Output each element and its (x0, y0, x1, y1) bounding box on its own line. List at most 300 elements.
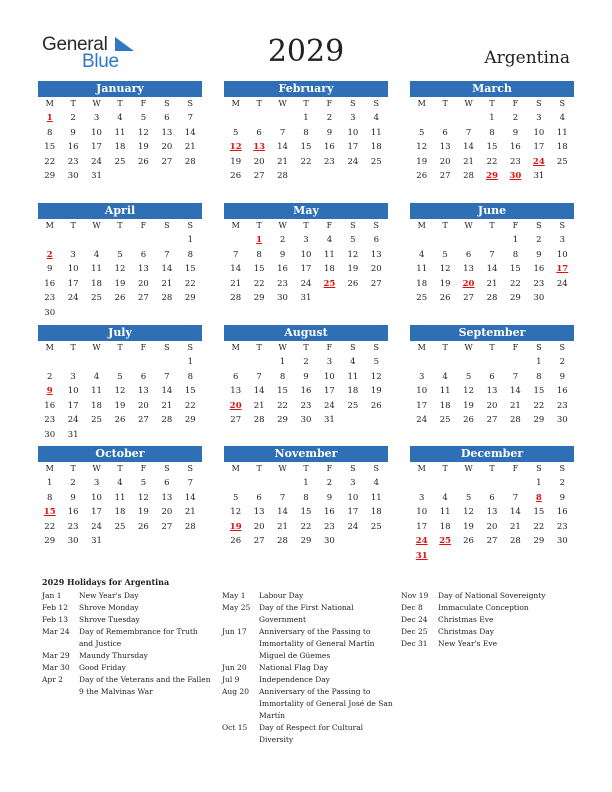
day-cell: 14 (510, 507, 521, 517)
day-cell: 3 (326, 357, 333, 367)
weekday-label: S (187, 343, 194, 352)
week-row (38, 505, 202, 520)
empty-day-cell (179, 306, 202, 321)
empty-day-cell (551, 169, 574, 184)
weekday-label: M (231, 99, 240, 108)
empty-day-cell (480, 549, 503, 564)
empty-day-cell (318, 169, 341, 184)
day-cell: 26 (230, 171, 242, 181)
holiday-date: Dec 24 (401, 615, 428, 624)
day-cell: 18 (114, 142, 126, 152)
weekday-label: M (45, 343, 54, 352)
day-cell: 8 (187, 249, 193, 260)
day-cell: 23 (556, 400, 568, 411)
holiday-name: Maundy Thursday (79, 651, 148, 660)
day-cell: 26 (370, 400, 382, 411)
day-cell: 7 (233, 249, 239, 260)
day-cell: 22 (184, 400, 196, 411)
day-cell: 21 (277, 156, 288, 167)
day-cell: 12 (463, 507, 474, 517)
empty-day-cell (410, 111, 433, 126)
day-cell: 15 (184, 386, 196, 396)
day-cell: 17 (416, 521, 428, 532)
empty-day-cell (132, 306, 155, 321)
day-cell: 4 (442, 492, 448, 503)
day-cell: 11 (324, 249, 335, 260)
day-cell: 6 (256, 127, 262, 138)
day-cell: 9 (559, 371, 565, 382)
day-cell: 14 (463, 142, 474, 152)
weekday-label: F (140, 99, 147, 108)
day-cell: 2 (512, 113, 519, 123)
holiday-date: Jul 9 (222, 675, 240, 684)
holiday-item (42, 614, 214, 626)
holiday-name: Christmas Day (438, 627, 494, 636)
day-cell: 9 (47, 264, 53, 274)
day-cell: 2 (559, 357, 565, 367)
day-cell: 12 (138, 492, 149, 503)
holiday-item (401, 626, 582, 638)
day-cell: 13 (161, 492, 173, 503)
day-cell: 12 (370, 371, 382, 382)
day-cell: 5 (465, 492, 472, 503)
holiday-item (42, 662, 214, 674)
day-cell: 1 (536, 478, 542, 488)
day-cell: 23 (324, 521, 335, 532)
week-row (224, 520, 388, 535)
day-cell: 3 (419, 371, 425, 382)
day-cell: 11 (556, 127, 568, 138)
day-cell: 25 (556, 156, 568, 167)
day-cell: 28 (277, 171, 288, 181)
day-cell: 29 (510, 293, 521, 303)
day-cell: 25 (323, 278, 336, 289)
day-cell: 21 (230, 278, 242, 289)
month-header: February (224, 81, 388, 97)
day-cell: 3 (93, 478, 100, 488)
day-cell: 25 (114, 521, 126, 532)
empty-day-cell (341, 169, 364, 184)
day-cell: 26 (463, 415, 474, 425)
day-cell: 12 (230, 507, 242, 517)
day-cell: 4 (419, 249, 425, 260)
logo-blue-text: Blue (82, 51, 119, 72)
empty-day-cell (61, 306, 84, 321)
empty-day-cell (410, 233, 433, 248)
weekday-label: S (187, 221, 194, 230)
day-cell: 26 (347, 278, 359, 289)
empty-day-cell (38, 355, 61, 370)
week-row (38, 370, 202, 385)
holiday-name: Christmas Eve (438, 615, 494, 624)
day-cell: 1 (536, 357, 542, 367)
day-cell: 14 (486, 264, 498, 274)
empty-day-cell (457, 111, 480, 126)
day-cell: 15 (533, 386, 545, 396)
holiday-item (401, 638, 582, 650)
week-row (410, 413, 574, 428)
weekday-label: S (373, 99, 380, 108)
day-cell: 7 (164, 249, 170, 260)
weekday-label: T (70, 99, 76, 108)
week-row (410, 111, 574, 126)
day-cell: 28 (277, 536, 288, 546)
day-cell: 19 (230, 156, 242, 167)
day-cell: 16 (533, 264, 545, 274)
holiday-date: May 25 (222, 603, 251, 612)
day-cell: 24 (91, 521, 102, 532)
day-cell: 11 (370, 492, 382, 503)
week-row (410, 140, 574, 155)
day-cell: 20 (253, 521, 265, 532)
day-cell: 28 (184, 156, 196, 167)
day-cell: 27 (463, 293, 474, 303)
day-cell: 24 (67, 415, 79, 425)
day-cell: 10 (347, 127, 359, 138)
day-cell: 24 (416, 415, 428, 425)
day-cell: 28 (510, 415, 521, 425)
week-row (410, 277, 574, 292)
day-cell: 17 (91, 507, 102, 517)
month-march (410, 81, 574, 184)
day-cell: 18 (370, 142, 382, 152)
weekday-label: T (117, 343, 123, 352)
holiday-name: Good Friday (79, 663, 126, 672)
empty-day-cell (318, 291, 341, 306)
empty-day-cell (155, 233, 178, 248)
day-cell: 20 (462, 278, 475, 289)
day-cell: 11 (114, 492, 126, 503)
day-cell: 22 (44, 156, 56, 167)
day-cell: 25 (347, 400, 359, 411)
day-cell: 6 (164, 478, 170, 488)
day-cell: 30 (44, 429, 56, 440)
weekday-label: S (559, 464, 566, 473)
day-cell: 6 (164, 113, 170, 123)
day-cell: 4 (326, 235, 333, 245)
week-row (38, 233, 202, 248)
day-cell: 11 (416, 264, 428, 274)
holiday-column (401, 590, 582, 650)
day-cell: 17 (347, 507, 359, 517)
day-cell: 6 (373, 235, 379, 245)
day-cell: 16 (324, 142, 335, 152)
day-cell: 4 (93, 371, 100, 382)
week-row (38, 520, 202, 535)
day-cell: 9 (70, 127, 76, 138)
day-cell: 23 (510, 156, 521, 167)
holiday-name: Day of the Veterans and the Fallen 9 the Malvinas War (79, 675, 211, 696)
day-cell: 1 (512, 235, 519, 245)
week-row (410, 520, 574, 535)
empty-day-cell (108, 534, 131, 549)
empty-day-cell (457, 233, 480, 248)
day-cell: 11 (347, 371, 359, 382)
holiday-name: New Year's Eve (438, 639, 498, 648)
day-cell: 13 (370, 249, 382, 260)
day-cell: 13 (439, 142, 451, 152)
empty-day-cell (480, 233, 503, 248)
day-cell: 5 (233, 127, 239, 138)
week-row (38, 111, 202, 126)
weekday-label: S (164, 343, 170, 352)
day-cell: 22 (300, 156, 312, 167)
week-row (224, 370, 388, 385)
weekday-label: F (326, 464, 333, 473)
holiday-date: Jun 20 (222, 663, 247, 672)
empty-day-cell (224, 355, 247, 370)
day-cell: 16 (277, 264, 288, 274)
holiday-column (222, 590, 394, 746)
empty-day-cell (85, 306, 108, 321)
day-cell: 12 (439, 264, 451, 274)
holiday-item (401, 590, 582, 602)
day-cell: 15 (486, 142, 498, 152)
holiday-date: Oct 15 (222, 723, 248, 732)
day-cell: 1 (303, 113, 309, 123)
weekday-label: W (278, 221, 287, 230)
day-cell: 26 (439, 293, 451, 303)
week-row (224, 169, 388, 184)
day-cell: 12 (347, 249, 359, 260)
day-cell: 25 (370, 156, 382, 167)
weekday-label: S (536, 343, 542, 352)
day-cell: 28 (184, 521, 196, 532)
day-cell: 21 (184, 142, 196, 152)
day-cell: 2 (559, 478, 565, 488)
day-cell: 22 (184, 278, 196, 289)
day-cell: 4 (442, 371, 448, 382)
week-row (38, 306, 202, 321)
day-cell: 13 (486, 386, 498, 396)
weekday-label: T (489, 99, 495, 108)
weekday-label: T (303, 343, 309, 352)
day-cell: 10 (91, 127, 102, 138)
day-cell: 29 (533, 536, 545, 546)
weekday-label: T (70, 343, 76, 352)
month-august (224, 325, 388, 428)
day-cell: 7 (489, 249, 495, 260)
month-header: April (38, 203, 202, 219)
day-cell: 18 (347, 386, 359, 396)
holiday-item (42, 602, 214, 614)
weekday-label: M (417, 221, 426, 230)
day-cell: 16 (67, 142, 79, 152)
day-cell: 29 (533, 415, 545, 425)
week-row (410, 248, 574, 263)
empty-day-cell (271, 111, 294, 126)
day-cell: 24 (91, 156, 102, 167)
day-cell: 26 (230, 536, 242, 546)
day-cell: 17 (67, 400, 79, 411)
weekday-label: M (231, 464, 240, 473)
weekday-label: W (278, 99, 287, 108)
day-cell: 5 (442, 249, 448, 260)
day-cell: 20 (439, 156, 451, 167)
day-cell: 1 (279, 357, 286, 367)
day-cell: 8 (512, 249, 519, 260)
day-cell: 6 (256, 492, 262, 503)
day-cell: 8 (489, 127, 495, 138)
day-cell: 24 (532, 156, 545, 167)
weekday-label: W (464, 221, 473, 230)
day-cell: 26 (416, 171, 428, 181)
empty-day-cell (433, 549, 456, 564)
day-cell: 16 (510, 142, 521, 152)
holiday-name: Labour Day (259, 591, 304, 600)
week-row (410, 384, 574, 399)
holiday-date: Apr 2 (42, 675, 63, 684)
day-cell: 10 (67, 264, 79, 274)
day-cell: 17 (324, 386, 335, 396)
weekday-label: S (536, 221, 542, 230)
day-cell: 31 (67, 429, 79, 440)
day-cell: 22 (300, 521, 312, 532)
holiday-name: Anniversary of the Passing to Immortality of General Martín Miguel de Güemes (259, 627, 375, 660)
week-row (410, 155, 574, 170)
holiday-date: Dec 31 (401, 639, 428, 648)
weekday-label: M (417, 343, 426, 352)
day-cell: 14 (184, 127, 196, 138)
weekday-label: T (256, 221, 262, 230)
day-cell: 20 (486, 400, 498, 411)
day-cell: 18 (556, 142, 568, 152)
day-cell: 29 (486, 171, 498, 181)
weekday-label: T (442, 221, 448, 230)
day-cell: 4 (373, 478, 379, 488)
empty-day-cell (108, 428, 131, 443)
day-cell: 21 (510, 521, 521, 532)
day-cell: 10 (533, 127, 545, 138)
empty-day-cell (247, 111, 270, 126)
day-cell: 25 (439, 536, 452, 546)
day-cell: 9 (326, 127, 333, 138)
day-cell: 13 (253, 142, 266, 152)
day-cell: 10 (67, 386, 79, 396)
empty-day-cell (155, 428, 178, 443)
empty-day-cell (224, 111, 247, 126)
day-cell: 25 (439, 415, 451, 425)
day-cell: 31 (533, 171, 545, 181)
week-row (38, 491, 202, 506)
day-cell: 7 (256, 371, 262, 382)
day-cell: 15 (300, 507, 312, 517)
day-cell: 25 (370, 521, 382, 532)
day-cell: 27 (230, 415, 242, 425)
weekday-label: F (326, 343, 333, 352)
weekday-label: T (117, 221, 123, 230)
week-row (38, 413, 202, 428)
empty-day-cell (155, 169, 178, 184)
day-cell: 29 (44, 536, 56, 546)
day-cell: 2 (47, 371, 53, 382)
day-cell: 15 (44, 142, 56, 152)
day-cell: 24 (300, 278, 312, 289)
day-cell: 4 (117, 478, 123, 488)
week-row (224, 248, 388, 263)
day-cell: 18 (370, 507, 382, 517)
day-cell: 21 (510, 400, 521, 411)
weekday-label: T (442, 343, 448, 352)
empty-day-cell (480, 476, 503, 491)
week-row (38, 126, 202, 141)
week-row (38, 248, 202, 263)
empty-day-cell (155, 355, 178, 370)
week-row (224, 111, 388, 126)
week-row (38, 355, 202, 370)
day-cell: 7 (279, 492, 286, 503)
day-cell: 21 (463, 156, 474, 167)
weekday-label: S (559, 221, 566, 230)
day-cell: 19 (370, 386, 382, 396)
day-cell: 7 (279, 127, 286, 138)
day-cell: 11 (114, 127, 126, 138)
holiday-date: Mar 24 (42, 627, 70, 636)
empty-day-cell (132, 169, 155, 184)
weekday-label: S (373, 221, 380, 230)
month-february (224, 81, 388, 184)
day-cell: 10 (416, 386, 428, 396)
week-row (410, 169, 574, 184)
empty-day-cell (132, 355, 155, 370)
week-row (224, 277, 388, 292)
holiday-name: Day of Respect for Cultural Diversity (259, 723, 364, 744)
day-cell: 25 (91, 415, 102, 425)
day-cell: 6 (140, 371, 147, 382)
week-row (38, 534, 202, 549)
week-row (224, 262, 388, 277)
empty-day-cell (341, 413, 364, 428)
day-cell: 3 (350, 113, 356, 123)
week-row (410, 534, 574, 549)
week-row (224, 355, 388, 370)
day-cell: 9 (536, 249, 542, 260)
holiday-item (42, 626, 214, 650)
empty-day-cell (341, 534, 364, 549)
day-cell: 30 (324, 536, 335, 546)
day-cell: 19 (347, 264, 359, 274)
holiday-date: Jan 1 (42, 591, 62, 600)
weekday-label: M (45, 464, 54, 473)
holiday-item (222, 686, 394, 722)
day-cell: 20 (370, 264, 382, 274)
day-cell: 23 (300, 400, 312, 411)
empty-day-cell (85, 233, 108, 248)
weekday-header-row (38, 462, 202, 476)
day-cell: 1 (303, 478, 309, 488)
day-cell: 29 (253, 293, 265, 303)
day-cell: 2 (279, 235, 286, 245)
weekday-label: F (326, 99, 333, 108)
weekday-label: W (92, 99, 101, 108)
holiday-item (401, 602, 582, 614)
day-cell: 18 (91, 278, 102, 289)
day-cell: 12 (463, 386, 474, 396)
day-cell: 3 (303, 235, 309, 245)
holiday-name: Shrove Tuesday (79, 615, 140, 624)
weekday-header-row (38, 219, 202, 233)
day-cell: 24 (324, 400, 335, 411)
month-header: August (224, 325, 388, 341)
week-row (224, 505, 388, 520)
weekday-label: W (92, 464, 101, 473)
weekday-label: S (187, 464, 194, 473)
day-cell: 1 (256, 235, 263, 245)
month-header: May (224, 203, 388, 219)
holiday-name: Anniversary of the Passing to Immortality of General José de San Martín (259, 687, 393, 720)
country-name: Argentina (484, 48, 570, 68)
day-cell: 14 (161, 386, 173, 396)
